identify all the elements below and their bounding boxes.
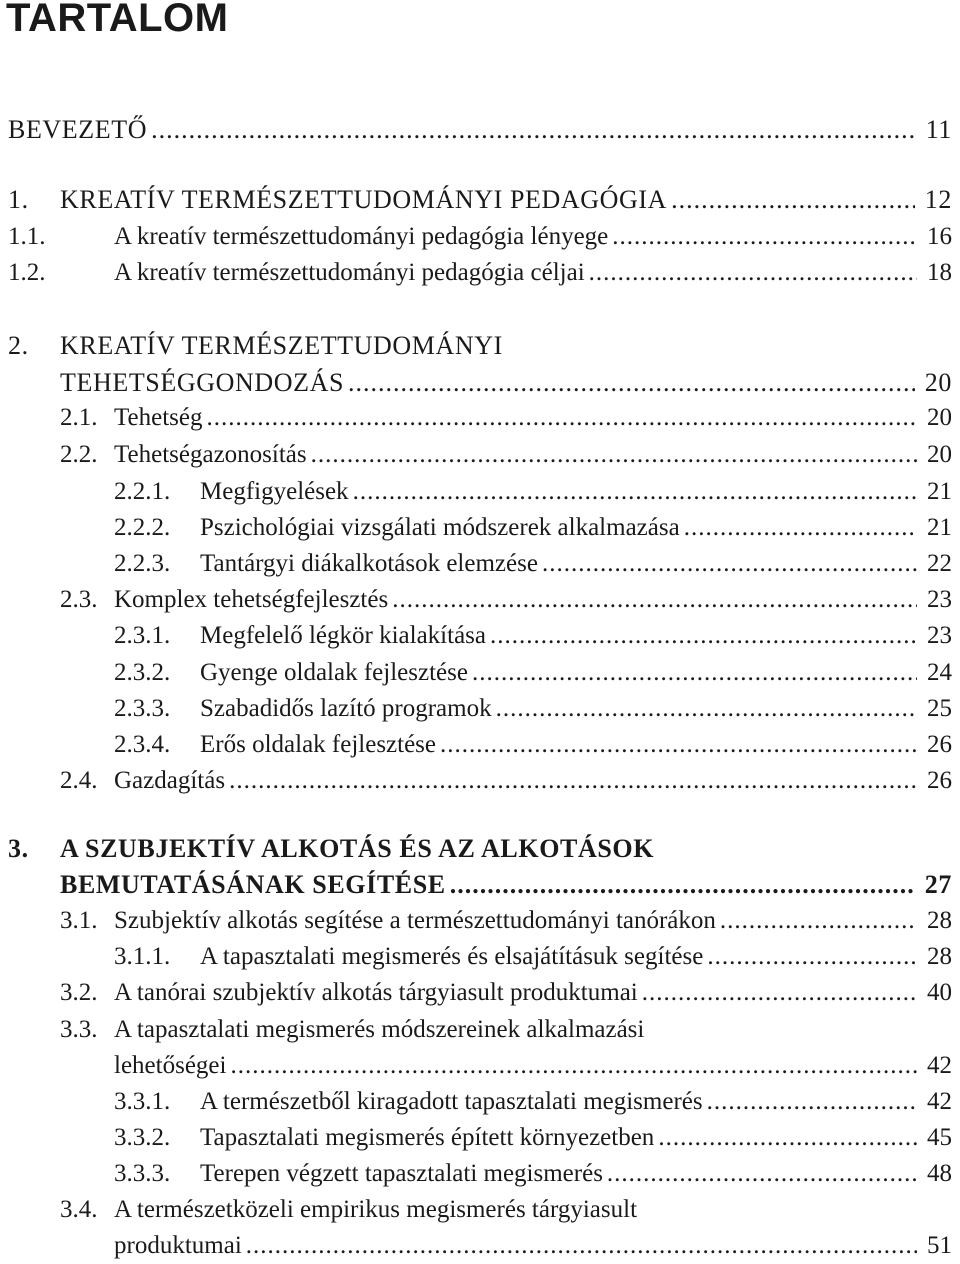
toc-page-number: 42 [927,1088,952,1115]
toc-entry-title: KREATÍV TERMÉSZETTUDOMÁNYI [60,331,503,360]
toc-entry-chapter-2-line2[interactable] [0,365,960,401]
toc-entry-2-2-1[interactable] [0,474,960,510]
toc-entry-3-1-1[interactable] [0,939,960,975]
dot-leader [349,474,917,510]
toc-entry-title: Tehetségazonosítás [114,441,307,468]
toc-entry-3-2[interactable] [0,975,960,1011]
toc-page-number: 23 [927,622,952,649]
toc-page-number: 21 [927,514,952,541]
toc-entry-number: 3.1.1. [114,943,171,970]
dot-leader [446,867,915,903]
toc-page-number: 18 [927,259,952,286]
toc-entry-chapter-1[interactable] [0,182,960,218]
dot-leader [680,510,917,546]
toc-page-number: 21 [927,478,952,505]
toc-entry-title: Tantárgyi diákalkotások elemzése [200,550,538,577]
dot-leader [226,1048,917,1084]
toc-entry-number: 3.3.1. [114,1088,171,1115]
dot-leader [436,727,917,763]
dot-leader [388,582,917,618]
dot-leader [608,219,917,255]
toc-entry-2-2[interactable] [0,437,960,473]
dot-leader [538,546,917,582]
toc-entry-number: 3.4. [60,1196,98,1223]
toc-entry-title: A kreatív természettudományi pedagógia lényege [114,223,609,250]
toc-entry-number: 2.3.3. [114,695,171,722]
toc-entry-number: 3.3. [60,1016,98,1043]
toc-page-number: 16 [927,223,952,250]
toc-page-number: 40 [927,979,952,1006]
toc-entry-number: 2.2.2. [114,514,171,541]
toc-page-number: 26 [927,731,952,758]
dot-leader [716,903,917,939]
toc-entry-title: Pszichológiai vizsgálati módszerek alkalmazása [200,514,680,541]
toc-page-number: 48 [927,1160,952,1187]
toc-entry-title: Tapasztalati megismerés épített környezetben [200,1124,655,1151]
toc-page-number: 51 [927,1232,952,1259]
dot-leader [667,182,915,218]
toc-entry-title: A természetből kiragadott tapasztalati megismerés [200,1088,703,1115]
dot-leader [603,1156,917,1192]
toc-entry-number: 2.3.2. [114,659,171,686]
toc-page-number: 20 [927,441,952,468]
toc-entry-number: 2.3. [60,586,98,613]
dot-leader [585,255,917,291]
toc-entry-number: 3.2. [60,979,98,1006]
toc-entry-1-1[interactable] [0,219,960,255]
toc-entry-number: 2.3.4. [114,731,171,758]
toc-page-number: 28 [927,907,952,934]
dot-leader [638,975,917,1011]
toc-entry-title: KREATÍV TERMÉSZETTUDOMÁNYI PEDAGÓGIA [60,185,668,214]
toc-entry-2-3-1[interactable] [0,618,960,654]
toc-page-number: 20 [924,368,952,397]
toc-entry-number: 3.1. [60,907,98,934]
toc-entry-number: 2.1. [60,404,98,431]
toc-entry-title: Erős oldalak fejlesztése [200,731,437,758]
toc-entry-title: A SZUBJEKTÍV ALKOTÁS ÉS AZ ALKOTÁSOK [60,834,655,863]
toc-entry-title-continued: BEMUTATÁSÁNAK SEGÍTÉSE [60,870,446,899]
dot-leader [307,437,917,473]
toc-page-number: 12 [924,185,952,214]
dot-leader [344,365,915,401]
toc-entry-number: 2. [8,331,29,360]
toc-entry-title: A tapasztalati megismerés és elsajátításuk segítése [200,943,704,970]
dot-leader [654,1120,917,1156]
toc-entry-1-2[interactable] [0,255,960,291]
toc-entry-title: Megfigyelések [200,478,349,505]
toc-entry-title: Komplex tehetségfejlesztés [114,586,389,613]
toc-entry-number: 3. [8,834,29,863]
toc-entry-title: A tanórai szubjektív alkotás tárgyiasult produktumai [114,979,638,1006]
dot-leader [147,112,916,148]
toc-entry-2-4[interactable] [0,763,960,799]
toc-entry-2-3-2[interactable] [0,655,960,691]
dot-leader [703,939,917,975]
dot-leader [242,1228,917,1264]
toc-entry-3-3-line1[interactable] [0,1012,960,1048]
toc-entry-title: Gyenge oldalak fejlesztése [200,659,468,686]
toc-page-number: 45 [927,1124,952,1151]
toc-entry-3-3-1[interactable] [0,1084,960,1120]
toc-page-number: 23 [927,586,952,613]
toc-page-number: 20 [927,404,952,431]
toc-entry-number: 2.2.1. [114,478,171,505]
toc-entry-title: Gazdagítás [114,767,226,794]
toc-page-number: 27 [924,870,952,899]
toc-entry-title-continued: produktumai [114,1232,242,1259]
toc-entry-number: 2.2.3. [114,550,171,577]
dot-leader [703,1084,917,1120]
toc-entry-number: 1. [8,185,29,214]
toc-entry-title: A tapasztalati megismerés módszereinek alkalmazási [114,1016,645,1043]
toc-entry-3-3-2[interactable] [0,1120,960,1156]
toc-entry-title: Megfelelő légkör kialakítása [200,622,486,649]
toc-entry-number: 3.3.3. [114,1160,171,1187]
toc-page-number: 22 [927,550,952,577]
toc-entry-3-3-3[interactable] [0,1156,960,1192]
toc-entry-title: A kreatív természettudományi pedagógia céljai [114,259,585,286]
toc-page-number: 11 [925,115,952,144]
toc-entry-title-continued: TEHETSÉGGONDOZÁS [60,368,345,397]
toc-entry-2-3-3[interactable] [0,691,960,727]
toc-entry-number: 2.4. [60,767,98,794]
toc-entry-title: BEVEZETŐ [8,115,148,144]
toc-entry-title: Szubjektív alkotás segítése a természettudományi tanórákon [114,907,716,934]
toc-page-number: 42 [927,1052,952,1079]
toc-entry-chapter-2-line1[interactable] [0,328,960,364]
page-title: TARTALOM [6,0,229,40]
toc-entry-introduction[interactable] [0,112,960,148]
toc-entry-number: 3.3.2. [114,1124,171,1151]
toc-entry-2-3-4[interactable] [0,727,960,763]
toc-entry-2-2-2[interactable] [0,510,960,546]
toc-entry-3-4-line1[interactable] [0,1192,960,1228]
toc-entry-2-1[interactable] [0,400,960,436]
toc-entry-2-3[interactable] [0,582,960,618]
toc-entry-number: 2.2. [60,441,98,468]
toc-entry-title-continued: lehetőségei [114,1052,227,1079]
toc-entry-title: Tehetség [114,404,203,431]
dot-leader [486,618,917,654]
toc-entry-chapter-3-line2[interactable] [0,867,960,903]
toc-entry-title: A természetközeli empirikus megismerés tárgyiasult [114,1196,638,1223]
toc-entry-3-4-line2[interactable] [0,1228,960,1264]
toc-entry-2-2-3[interactable] [0,546,960,582]
dot-leader [203,400,918,436]
toc-page-number: 24 [927,659,952,686]
toc-page-number: 25 [927,695,952,722]
toc-entry-title: Szabadidős lazító programok [200,695,492,722]
dot-leader [492,691,917,727]
toc-entry-title: Terepen végzett tapasztalati megismerés [200,1160,603,1187]
toc-page-number: 26 [927,767,952,794]
toc-entry-number: 1.2. [8,259,46,286]
toc-entry-chapter-3-line1[interactable] [0,831,960,867]
toc-entry-3-1[interactable] [0,903,960,939]
toc-entry-number: 2.3.1. [114,622,171,649]
dot-leader [468,655,917,691]
toc-entry-3-3-line2[interactable] [0,1048,960,1084]
dot-leader [225,763,917,799]
toc-entry-number: 1.1. [8,223,46,250]
toc-page-number: 28 [927,943,952,970]
